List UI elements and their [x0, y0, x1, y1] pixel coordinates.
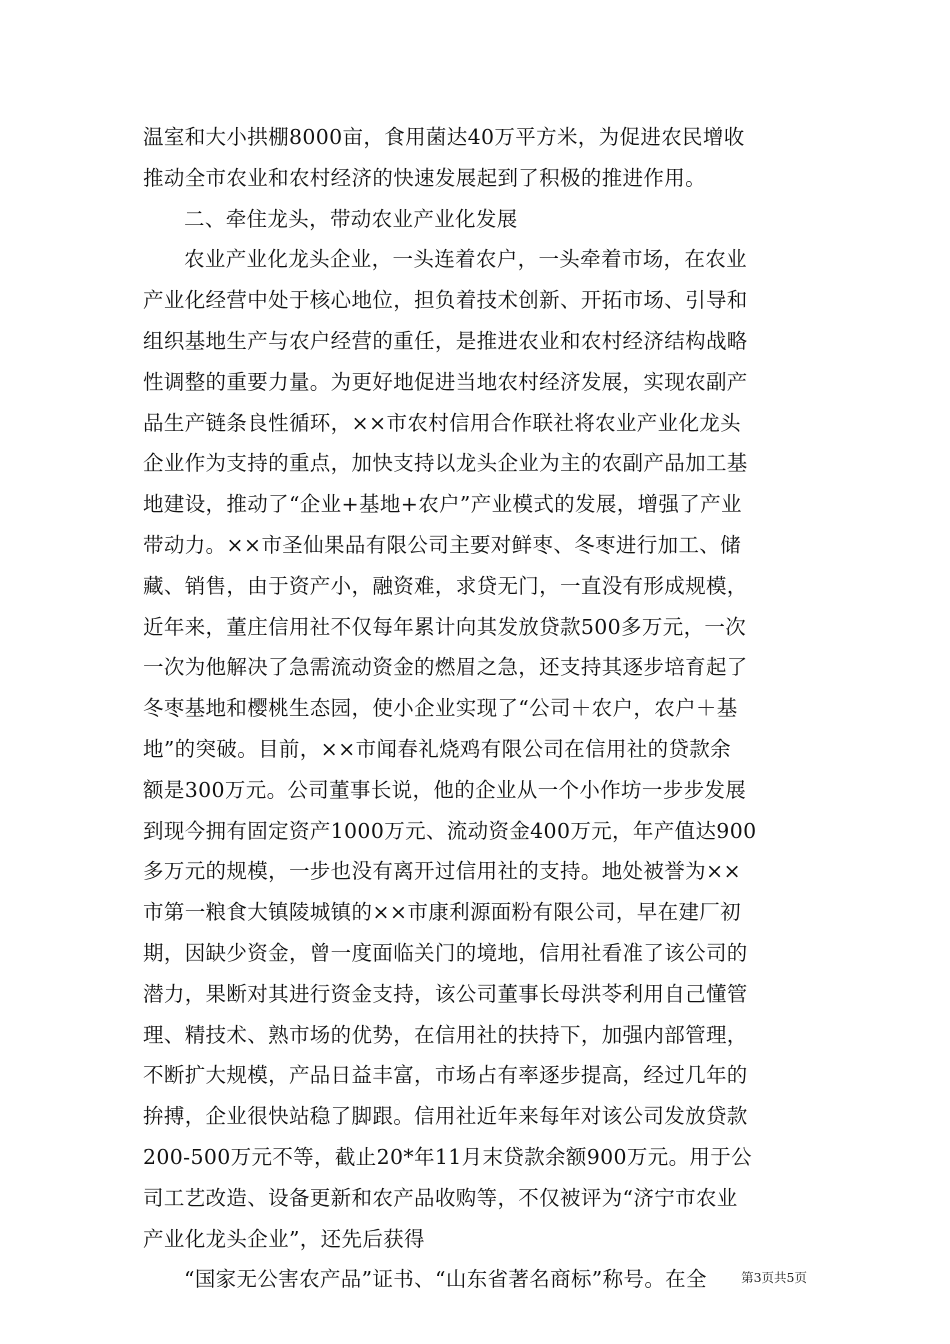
text-line: 额是300万元。公司董事长说，他的企业从一个小作坊一步步发展 — [143, 777, 747, 802]
text-line: 一次为他解决了急需流动资金的燃眉之急，还支持其逐步培育起了 — [143, 655, 748, 680]
text-line: 产业化龙头企业”，还先后获得 — [143, 1226, 425, 1251]
text-line: 带动力。××市圣仙果品有限公司主要对鲜枣、冬枣进行加工、储 — [143, 532, 742, 557]
text-line: 200-500万元不等，截止20*年11月末贷款余额900万元。用于公 — [143, 1144, 752, 1169]
text-line: 到现今拥有固定资产1000万元、流动资金400万元，年产值达900 — [143, 818, 757, 843]
text-line: 藏、销售，由于资产小，融资难，求贷无门，一直没有形成规模， — [143, 573, 748, 598]
text-line: 性调整的重要力量。为更好地促进当地农村经济发展，实现农副产 — [143, 369, 748, 394]
text-line: 地”的突破。目前，××市闻春礼烧鸡有限公司在信用社的贷款余 — [143, 736, 731, 761]
text-line: 品生产链条良性循环，××市农村信用合作联社将农业产业化龙头 — [143, 410, 742, 435]
text-line: 司工艺改造、设备更新和农产品收购等，不仅被评为“济宁市农业 — [143, 1185, 738, 1210]
text-line: 期，因缺少资金，曾一度面临关门的境地，信用社看准了该公司的 — [143, 940, 748, 965]
text-line: 拚搏，企业很快站稳了脚跟。信用社近年来每年对该公司发放贷款 — [143, 1104, 748, 1129]
text-line: 温室和大小拱棚8000亩，食用菌达40万平方米，为促进农民增收 — [143, 125, 745, 149]
section-heading: 二、牵住龙头，带动农业产业化发展 — [184, 206, 518, 231]
text-line: 冬枣基地和樱桃生态园，使小企业实现了“公司＋农户，农户＋基 — [143, 696, 738, 721]
text-line: 市第一粮食大镇陵城镇的××市康利源面粉有限公司，早在建厂初 — [143, 900, 742, 925]
page-number: 第3页共5页 — [741, 1270, 807, 1285]
text-line: 推动全市农业和农村经济的快速发展起到了积极的推进作用。 — [143, 165, 706, 190]
text-line: 不断扩大规模，产品日益丰富，市场占有率逐步提高，经过几年的 — [143, 1063, 748, 1088]
paragraph-start: “国家无公害农产品”证书、“山东省著名商标”称号。在全 — [184, 1267, 707, 1292]
text-line: 地建设，推动了“企业+基地+农户”产业模式的发展，增强了产业 — [143, 492, 742, 517]
text-line: 组织基地生产与农户经营的重任，是推进农业和农村经济结构战略 — [143, 328, 748, 353]
text-line: 产业化经营中处于核心地位，担负着技术创新、开拓市场、引导和 — [143, 288, 748, 313]
text-line: 理、精技术、熟市场的优势，在信用社的扶持下，加强内部管理， — [143, 1022, 748, 1047]
text-line: 近年来，董庄信用社不仅每年累计向其发放贷款500多万元，一次 — [143, 614, 747, 639]
text-line: 潜力，果断对其进行资金支持，该公司董事长母洪苓利用自己懂管 — [143, 981, 748, 1006]
body-text — [143, 117, 807, 1300]
paragraph-start: 农业产业化龙头企业，一头连着农户，一头牵着市场，在农业 — [184, 247, 747, 272]
text-line: 企业作为支持的重点，加快支持以龙头企业为主的农副产品加工基 — [143, 451, 748, 476]
text-line: 多万元的规模，一步也没有离开过信用社的支持。地处被誉为×× — [143, 859, 742, 884]
